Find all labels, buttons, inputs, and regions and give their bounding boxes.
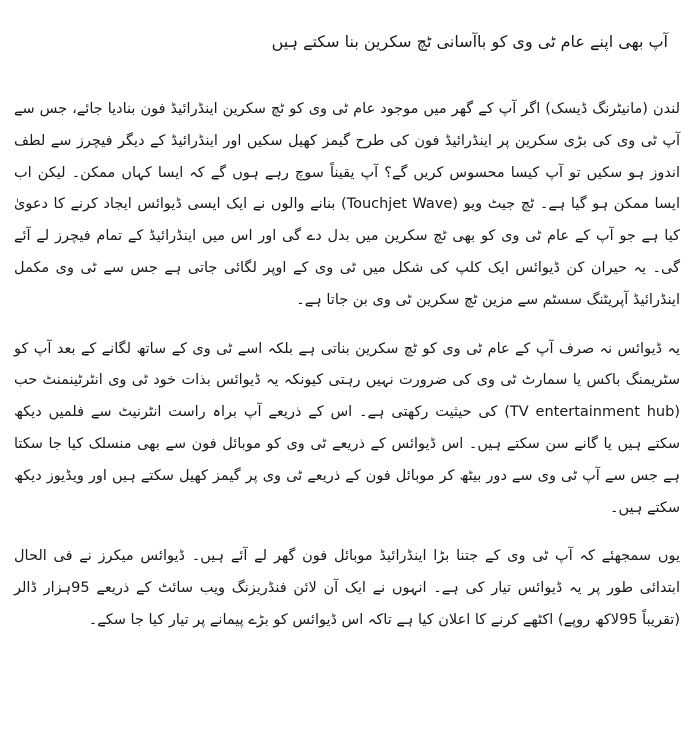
article-paragraph-3: یوں سمجھئے کہ آپ ٹی وی کے جتنا بڑا اینڈرائیڈ موبائل فون گھر لے آئے ہیں۔ ڈیوائس میکرز نے فی الحال ابتدائی طور پر یہ ڈیوائس تیار کی ہے۔ انہوں نے ایک آن لائن فنڈریزنگ ویب سائٹ کے ذریعے 95ہزار ڈالر (تقریباً 95لاکھ روپے) اکٹھے کرنے کا اعلان کیا ہے تاکہ اس ڈیوائس کو بڑے پیمانے پر تیار کیا جا سکے۔ bbox=[14, 548, 680, 628]
article-paragraph-1: لندن (مانیٹرنگ ڈیسک) اگر آپ کے گھر میں موجود عام ٹی وی کو ٹچ سکرین اینڈرائیڈ فون بنادیا جائے، جس سے آپ ٹی وی کی بڑی سکرین پر اینڈرائیڈ فون کی طرح گیمز کھیل سکیں اور اینڈرائیڈ کے دیگر فیچرز سے لطف اندوز ہو سکیں تو آپ کیسا محسوس کریں گے؟ آپ یقیناً سوچ رہے ہوں گے کہ ایسا کہاں ممکن۔ لیکن اب ایسا ممکن ہو گیا ہے۔ ٹچ جیٹ ویو (Touchjet Wave) بنانے والوں نے ایک ایسی ڈیوائس ایجاد کرنے کا دعویٰ کیا ہے جو آپ کے عام ٹی وی کو بھی ٹچ سکرین میں بدل دے گی اور اس میں اینڈرائیڈ کے تمام فیچرز لے آئے گی۔ یہ حیران کن ڈیوائس ایک کلپ کی شکل میں ٹی وی کے اوپر لگائی جاتی ہے جس سے ٹی وی مکمل اینڈرائیڈ آپریٹنگ سسٹم سے مزین ٹچ سکرین ٹی وی بن جاتا ہے۔ bbox=[14, 101, 680, 308]
article-paragraph-2: یہ ڈیوائس نہ صرف آپ کے عام ٹی وی کو ٹچ سکرین بناتی ہے بلکہ اسے ٹی وی کے ساتھ لگانے کے بعد آپ کو سٹریمنگ باکس یا سمارٹ ٹی وی کی ضرورت نہیں رہتی کیونکہ یہ ڈیوائس بذات خود ٹی وی انٹرٹینمنٹ حب (TV entertainment hub) کی حیثیت رکھتی ہے۔ اس کے ذریعے آپ براہ راست انٹرنیٹ سے فلمیں دیکھ سکتے ہیں یا گانے سن سکتے ہیں۔ اس ڈیوائس کے ذریعے ٹی وی کو موبائل فون سے بھی منسلک کیا جا سکتا ہے جس سے آپ ٹی وی سے دور بیٹھ کر موبائل فون کے ذریعے ٹی وی پر گیمز کھیل سکتے ہیں اور ویڈیوز دیکھ سکتے ہیں۔ bbox=[14, 340, 680, 516]
article-title: آپ بھی اپنے عام ٹی وی کو باآسانی ٹچ سکرین بنا سکتے ہیں bbox=[271, 32, 668, 51]
